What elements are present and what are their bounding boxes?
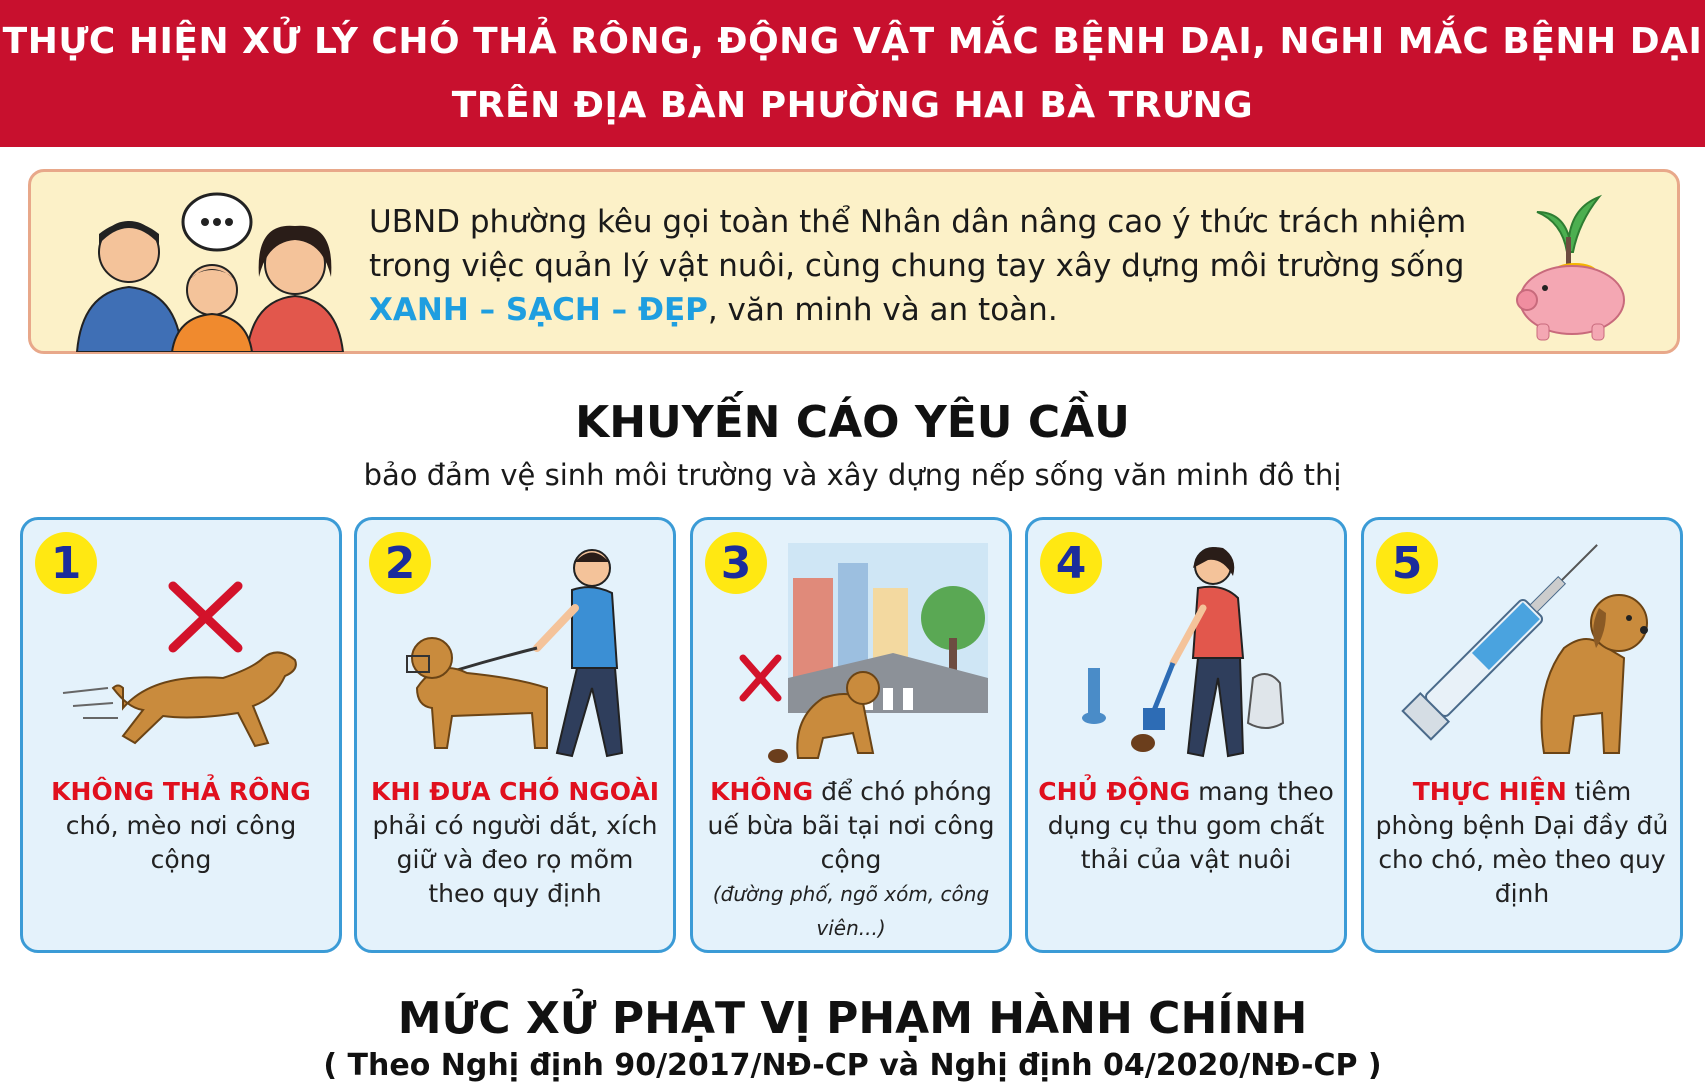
penalty-title: MỨC XỬ PHẠT VỊ PHẠM HÀNH CHÍNH (397, 993, 1308, 1044)
card-caption (33, 775, 329, 877)
section-subtitle: bảo đảm vệ sinh môi trường và xây dựng nếp sống văn minh đô thị (363, 458, 1342, 492)
header-banner (0, 0, 1705, 147)
card-text: chó, mèo nơi công cộng (65, 811, 297, 874)
family-icon (67, 182, 357, 352)
section-title: KHUYẾN CÁO YÊU CẦU (575, 397, 1130, 448)
step-number-badge: 3 (705, 532, 767, 594)
step-number-badge: 1 (35, 532, 97, 594)
card-text: tiêm phòng bệnh Dại đầy đủ cho chó, mèo theo quy định (1375, 777, 1669, 908)
card-emphasis: KHÔNG (710, 777, 814, 806)
appeal-highlight: XANH – SẠCH – ĐẸP (369, 292, 708, 328)
card-text: mang theo dụng cụ thu gom chất thải của vật nuôi (1047, 777, 1334, 874)
card-caption (367, 775, 663, 911)
card-caption (703, 775, 999, 945)
card-emphasis: THỰC HIỆN (1412, 777, 1567, 806)
recommendation-card-3 (690, 517, 1012, 953)
appeal-text (369, 200, 1519, 332)
recommendation-card-4 (1025, 517, 1347, 953)
step-number-badge: 5 (1376, 532, 1438, 594)
appeal-callout (28, 169, 1680, 354)
piggy-bank-plant-icon (1507, 182, 1637, 347)
step-number-badge: 2 (369, 532, 431, 594)
step-number-badge: 4 (1040, 532, 1102, 594)
card-note: (đường phố, ngõ xóm, công viên...) (712, 882, 990, 940)
recommendation-card-5 (1361, 517, 1683, 953)
header-title-line1: THỰC HIỆN XỬ LÝ CHÓ THẢ RÔNG, ĐỘNG VẬT MẮC BỆNH DẠI, NGHI MẮC BỆNH DẠI (2, 20, 1703, 62)
card-emphasis: KHI ĐƯA CHÓ NGOÀI (370, 777, 660, 806)
appeal-text-part1: UBND phường kêu gọi toàn thể Nhân dân nâng cao ý thức trách nhiệm trong việc quản lý vật nuôi, cùng chung tay xây dựng môi trường sống (369, 204, 1467, 284)
card-text: phải có người dắt, xích giữ và đeo rọ mõm theo quy định (372, 811, 658, 908)
appeal-text-part2: , văn minh và an toàn. (707, 292, 1058, 328)
card-emphasis: KHÔNG THẢ RÔNG (51, 777, 311, 806)
card-text: để chó phóng uế bừa bãi tại nơi công cộng (707, 777, 995, 874)
header-title-line2: TRÊN ĐỊA BÀN PHƯỜNG HAI BÀ TRƯNG (451, 84, 1254, 126)
card-caption (1374, 775, 1670, 911)
recommendation-card-2 (354, 517, 676, 953)
card-emphasis: CHỦ ĐỘNG (1038, 777, 1191, 806)
recommendation-card-1 (20, 517, 342, 953)
card-caption (1038, 775, 1334, 877)
penalty-subtitle: ( Theo Nghị định 90/2017/NĐ-CP và Nghị định 04/2020/NĐ-CP ) (323, 1048, 1382, 1083)
